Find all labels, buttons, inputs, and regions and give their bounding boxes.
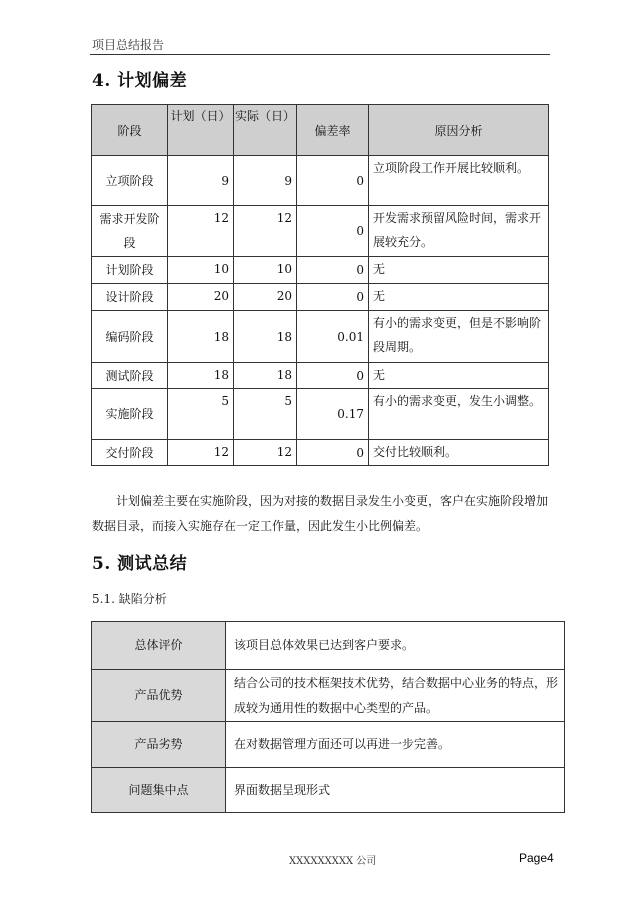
deviation-cell: 0 bbox=[297, 206, 369, 257]
row-label-overall: 总体评价 bbox=[92, 622, 226, 670]
table-row bbox=[92, 206, 549, 257]
column-header-reason: 原因分析 bbox=[369, 105, 549, 156]
table-row bbox=[92, 440, 549, 466]
deviation-cell: 0.01 bbox=[297, 311, 369, 363]
actual-cell: 18 bbox=[234, 311, 297, 363]
actual-cell: 12 bbox=[234, 206, 297, 257]
plan-cell: 18 bbox=[168, 363, 234, 389]
table-row bbox=[92, 363, 549, 389]
running-header: 项目总结报告 bbox=[92, 38, 165, 52]
actual-cell: 12 bbox=[234, 440, 297, 466]
reason-cell: 有小的需求变更，发生小调整。 bbox=[369, 389, 549, 440]
reason-cell: 开发需求预留风险时间，需求开展较充分。 bbox=[369, 206, 549, 257]
actual-cell: 18 bbox=[234, 363, 297, 389]
section-heading-test-summary: 5. 测试总结 bbox=[92, 554, 188, 574]
table-row bbox=[92, 722, 565, 768]
table-header-row bbox=[92, 105, 549, 156]
table-row bbox=[92, 156, 549, 206]
header-divider bbox=[90, 54, 550, 55]
subsection-heading-defect-analysis: 5.1. 缺陷分析 bbox=[92, 592, 167, 606]
reason-cell: 立项阶段工作开展比较顺利。 bbox=[369, 156, 549, 206]
actual-cell: 20 bbox=[234, 284, 297, 311]
deviation-cell: 0 bbox=[297, 440, 369, 466]
section-heading-plan-deviation: 4. 计划偏差 bbox=[92, 71, 188, 91]
row-value-focus: 界面数据呈现形式 bbox=[226, 768, 565, 813]
row-label-weaknesses: 产品劣势 bbox=[92, 722, 226, 768]
plan-cell: 12 bbox=[168, 440, 234, 466]
plan-deviation-table bbox=[91, 104, 549, 466]
stage-cell: 测试阶段 bbox=[92, 363, 168, 389]
plan-cell: 20 bbox=[168, 284, 234, 311]
reason-cell: 无 bbox=[369, 284, 549, 311]
footer-company: XXXXXXXXX 公司 bbox=[289, 856, 377, 867]
row-value-overall: 该项目总体效果已达到客户要求。 bbox=[226, 622, 565, 670]
table-row bbox=[92, 311, 549, 363]
plan-cell: 5 bbox=[168, 389, 234, 440]
reason-cell: 无 bbox=[369, 363, 549, 389]
table-row bbox=[92, 768, 565, 813]
stage-cell: 实施阶段 bbox=[92, 389, 168, 440]
deviation-cell: 0 bbox=[297, 284, 369, 311]
stage-cell: 计划阶段 bbox=[92, 257, 168, 284]
actual-cell: 5 bbox=[234, 389, 297, 440]
plan-cell: 18 bbox=[168, 311, 234, 363]
stage-cell: 需求开发阶段 bbox=[92, 206, 168, 257]
row-label-focus: 问题集中点 bbox=[92, 768, 226, 813]
reason-cell: 有小的需求变更，但是不影响阶段周期。 bbox=[369, 311, 549, 363]
row-label-strengths: 产品优势 bbox=[92, 670, 226, 722]
reason-cell: 交付比较顺利。 bbox=[369, 440, 549, 466]
plan-cell: 12 bbox=[168, 206, 234, 257]
table-row bbox=[92, 670, 565, 722]
table-row bbox=[92, 257, 549, 284]
stage-cell: 编码阶段 bbox=[92, 311, 168, 363]
table-row bbox=[92, 284, 549, 311]
column-header-deviation: 偏差率 bbox=[297, 105, 369, 156]
column-header-stage: 阶段 bbox=[92, 105, 168, 156]
actual-cell: 9 bbox=[234, 156, 297, 206]
deviation-cell: 0 bbox=[297, 363, 369, 389]
table-row bbox=[92, 622, 565, 670]
plan-cell: 9 bbox=[168, 156, 234, 206]
deviation-cell: 0.17 bbox=[297, 389, 369, 440]
defect-analysis-table bbox=[91, 621, 565, 813]
stage-cell: 交付阶段 bbox=[92, 440, 168, 466]
stage-cell: 立项阶段 bbox=[92, 156, 168, 206]
stage-cell: 设计阶段 bbox=[92, 284, 168, 311]
row-value-weaknesses: 在对数据管理方面还可以再进一步完善。 bbox=[226, 722, 565, 768]
actual-cell: 10 bbox=[234, 257, 297, 284]
reason-cell: 无 bbox=[369, 257, 549, 284]
column-header-actual: 实际（日） bbox=[234, 105, 297, 156]
column-header-plan: 计划（日） bbox=[168, 105, 234, 156]
row-value-strengths: 结合公司的技术框架技术优势，结合数据中心业务的特点，形成较为通用性的数据中心类型的产品。 bbox=[226, 670, 565, 722]
plan-cell: 10 bbox=[168, 257, 234, 284]
footer-page-number: Page4 bbox=[519, 851, 554, 865]
table-row bbox=[92, 389, 549, 440]
deviation-summary-paragraph: 计划偏差主要在实施阶段，因为对接的数据目录发生小变更，客户在实施阶段增加数据目录，而接入实施存在一定工作量，因此发生小比例偏差。 bbox=[92, 494, 549, 533]
deviation-cell: 0 bbox=[297, 156, 369, 206]
deviation-cell: 0 bbox=[297, 257, 369, 284]
